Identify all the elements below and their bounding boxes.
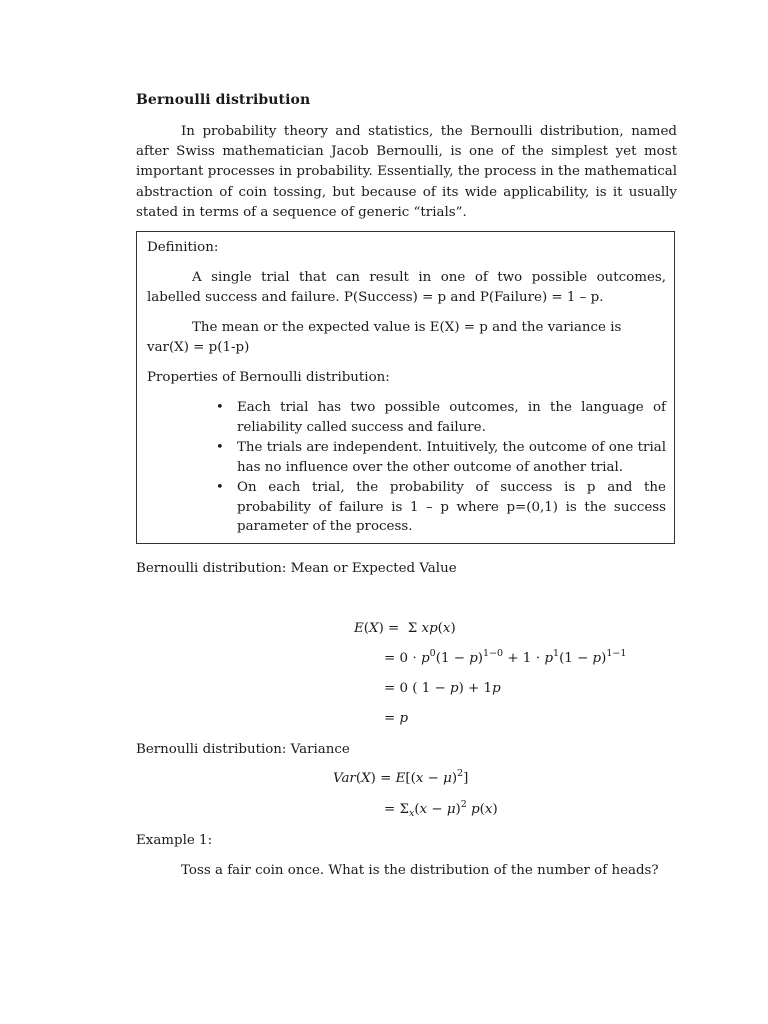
mean-equation-line-2: = $0 \cdot p^0(1 - p)^{1-0} + 1 \cdot p^1(1 - p)^{1-1}$ [384, 648, 627, 666]
bullet-icon: • [216, 480, 224, 495]
mean-equation-line-3: = 0 ( 1 − p) + 1p [384, 681, 501, 696]
mean-section-title: Bernoulli distribution: Mean or Expected Value [136, 561, 457, 576]
bullet-icon: • [216, 440, 224, 455]
bullet-icon: • [216, 400, 224, 415]
example-title: Example 1: [136, 833, 213, 848]
properties-title: Properties of Bernoulli distribution: [147, 370, 390, 385]
variance-equation-line-1: $Var(X) = E[(x - \mu)^2]$ [333, 768, 469, 786]
definition-paragraph-2: The mean or the expected value is E(X) = p and the variance is var(X) = p(1-p) [147, 320, 622, 355]
variance-section-title: Bernoulli distribution: Variance [136, 742, 350, 757]
definition-paragraph-1: A single trial that can result in one of two possible outcomes, labelled success and failure. P(Success) = p and P(Failure) = 1 – p. [147, 270, 666, 305]
bullet-text: Each trial has two possible outcomes, in the language of reliability called success and failure. [237, 400, 666, 435]
bullet-text: On each trial, the probability of success is p and the probability of failure is 1 – p where p=(0,1) is the success parameter of the process. [237, 480, 666, 534]
bullet-text: The trials are independent. Intuitively, the outcome of one trial has no influence over the other outcome of another trial. [237, 440, 666, 475]
variance-equation-line-2: = $\Sigma_x(x - \mu)^2$ p(x) [384, 799, 498, 819]
example-question: Toss a fair coin once. What is the distribution of the number of heads? [181, 863, 659, 878]
properties-list [203, 398, 666, 538]
page-heading: Bernoulli distribution [136, 92, 311, 108]
list-item [203, 438, 666, 477]
mean-equation-line-1: E(X) = Σ xp(x) [354, 621, 456, 636]
intro-paragraph: In probability theory and statistics, the Bernoulli distribution, named after Swiss mathematician Jacob Bernoulli, is one of the simplest yet most important processes in probability. Essentially, the process in the mathematical abstraction of coin tossing, but because of its wide applicability, is it usually stated in terms of a sequence of generic “trials”. [136, 124, 677, 220]
list-item [203, 478, 666, 537]
definition-title: Definition: [147, 240, 219, 255]
definition-box [136, 231, 675, 544]
list-item [203, 398, 666, 437]
mean-equation-line-4: = p [384, 711, 409, 726]
